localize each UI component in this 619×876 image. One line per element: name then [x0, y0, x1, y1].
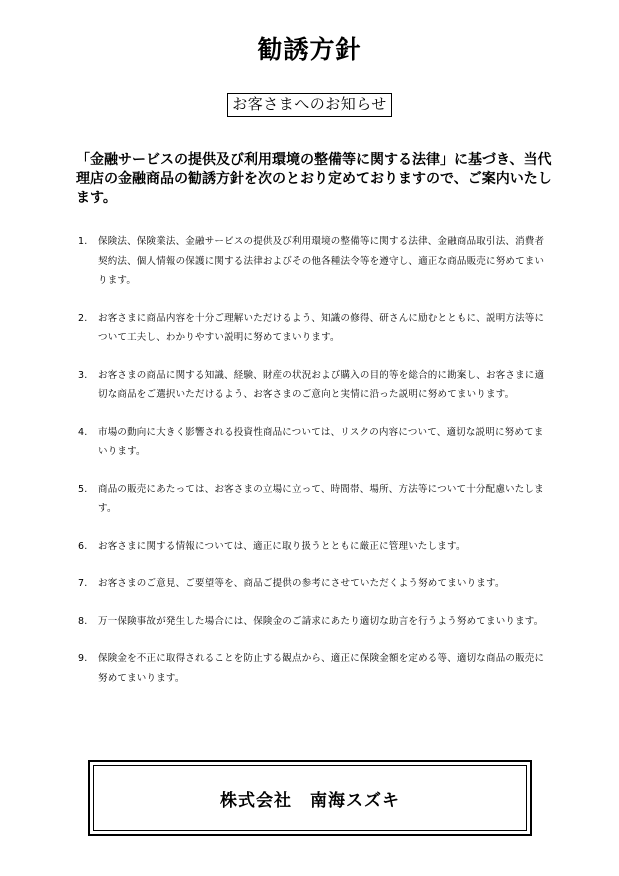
- company-box-inner: [93, 765, 527, 831]
- policy-item-7: [78, 574, 548, 594]
- policy-number: 6.: [78, 540, 88, 552]
- policy-text: 市場の動向に大きく影響される投資性商品については、リスクの内容について、適切な説明に努めてまいります。: [98, 426, 544, 457]
- policy-item-9: [78, 649, 548, 688]
- policy-item-3: [78, 366, 548, 405]
- policy-list: [78, 232, 548, 706]
- policy-item-1: [78, 232, 548, 291]
- policy-text: お客さまに商品内容を十分ご理解いただけるよう、知識の修得、研さんに励むとともに、説明方法等について工夫し、わかりやすい説明に努めてまいります。: [98, 312, 545, 343]
- policy-text: 万一保険事故が発生した場合には、保険金のご請求にあたり適切な助言を行うよう努めてまいります。: [98, 615, 544, 627]
- notice-wrapper: [0, 93, 619, 117]
- company-box: [88, 760, 532, 836]
- page-title: 勧誘方針: [257, 35, 362, 64]
- policy-text: 保険法、保険業法、金融サービスの提供及び利用環境の整備等に関する法律、金融商品取引法、消費者契約法、個人情報の保護に関する法律およびその他各種法令等を遵守し、適正な商品販売に努めてまいります。: [98, 236, 545, 286]
- policy-item-2: [78, 309, 548, 348]
- notice-label: お客さまへのお知らせ: [227, 93, 392, 117]
- policy-item-5: [78, 480, 548, 519]
- policy-number: 2.: [78, 312, 88, 324]
- policy-item-4: [78, 423, 548, 462]
- policy-item-6: [78, 537, 548, 557]
- policy-number: 5.: [78, 483, 88, 495]
- policy-text: 保険金を不正に取得されることを防止する観点から、適正に保険金額を定める等、適切な商品の販売に努めてまいります。: [98, 653, 545, 684]
- policy-number: 9.: [78, 653, 88, 664]
- policy-number: 4.: [78, 426, 88, 438]
- policy-text: お客さまに関する情報については、適正に取り扱うとともに厳正に管理いたします。: [98, 540, 466, 552]
- policy-text: お客さまのご意見、ご要望等を、商品ご提供の参考にさせていただくよう努めてまいります。: [98, 578, 505, 589]
- company-name: 株式会社 南海スズキ: [220, 790, 400, 811]
- policy-number: 7.: [78, 578, 88, 589]
- policy-text: お客さまの商品に関する知識、経験、財産の状況および購入の目的等を総合的に勘案し、お客さまに適切な商品をご選択いただけるよう、お客さまのご意向と実情に沿った説明に努めてまいります。: [98, 369, 545, 400]
- policy-number: 3.: [78, 369, 88, 381]
- policy-number: 8.: [78, 615, 88, 627]
- policy-text: 商品の販売にあたっては、お客さまの立場に立って、時間帯、場所、方法等について十分配慮いたします。: [98, 483, 544, 514]
- policy-item-8: [78, 612, 548, 632]
- intro-paragraph: 「金融サービスの提供及び利用環境の整備等に関する法律」に基づき、当代理店の金融商品の勧誘方針を次のとおり定めておりますので、ご案内いたします。: [76, 152, 552, 206]
- policy-number: 1.: [78, 236, 88, 247]
